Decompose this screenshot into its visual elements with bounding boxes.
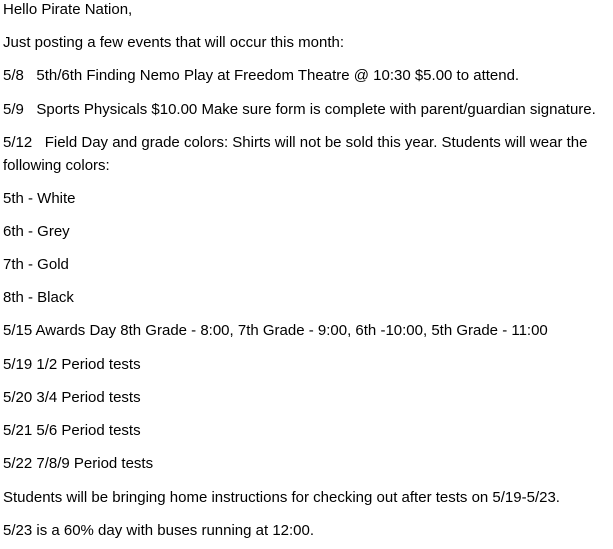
test-1-2: 5/19 1/2 Period tests (3, 356, 141, 373)
event-awards: 5/15 Awards Day 8th Grade - 8:00, 7th Grade - 9:00, 6th -10:00, 5th Grade - 11:00 (3, 322, 548, 339)
intro-text: Just posting a few events that will occur this month: (3, 34, 344, 51)
event-play: 5/8 5th/6th Finding Nemo Play at Freedom Theatre @ 10:30 $5.00 to attend. (3, 67, 520, 84)
checkout-note: Students will be bringing home instructions for checking out after tests on 5/19-5/23. (3, 489, 560, 506)
test-5-6: 5/21 5/6 Period tests (3, 422, 141, 439)
test-7-8-9: 5/22 7/8/9 Period tests (3, 455, 154, 472)
final-note: 5/23 is a 60% day with buses running at 12:00. (3, 522, 315, 539)
greeting: Hello Pirate Nation, (3, 1, 133, 18)
color-7th: 7th - Gold (3, 256, 69, 273)
color-5th: 5th - White (3, 190, 76, 207)
color-6th: 6th - Grey (3, 223, 70, 240)
event-physicals: 5/9 Sports Physicals $10.00 Make sure form is complete with parent/guardian signature. (3, 101, 596, 118)
event-field-day: 5/12 Field Day and grade colors: Shirts will not be sold this year. Students will wear the following colors: (3, 134, 592, 174)
color-8th: 8th - Black (3, 289, 74, 306)
test-3-4: 5/20 3/4 Period tests (3, 389, 141, 406)
